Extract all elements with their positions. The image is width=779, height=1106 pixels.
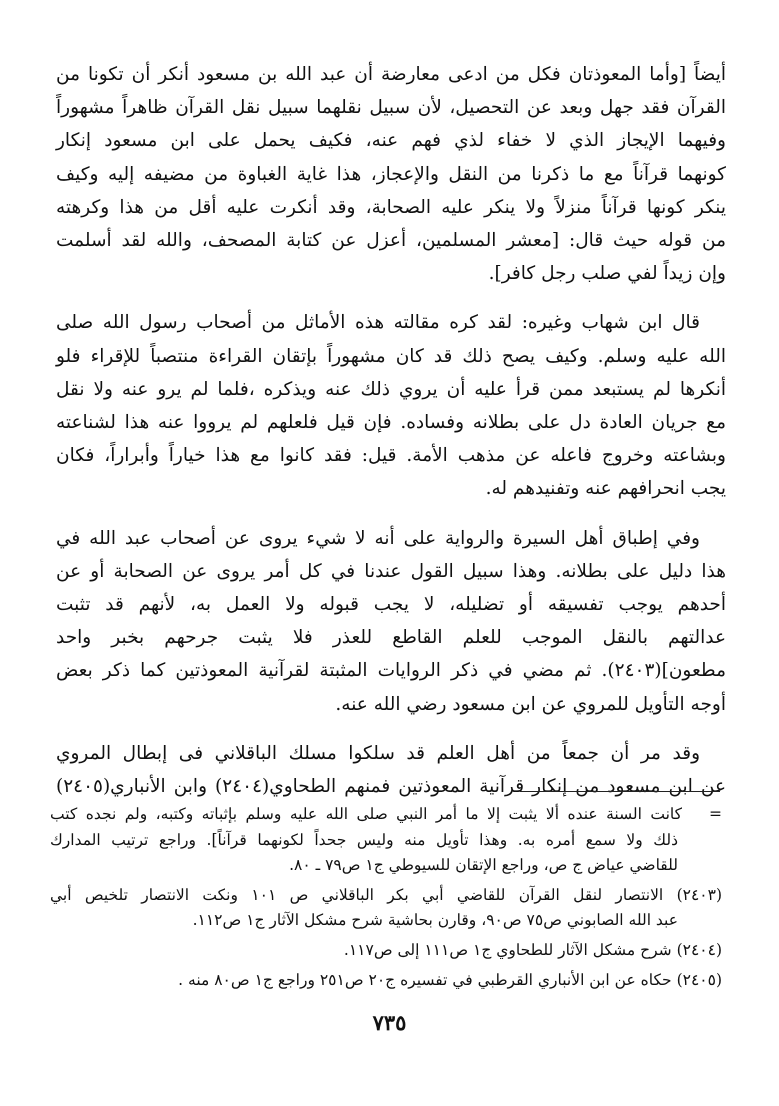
text-line: أيضاً [وأما المعوذتان فكل من ادعى معارضة أن عبد الله بن مسعود أنكر أن تكونا من [56, 64, 726, 85]
text-line: كونهما قرآناً مع ما ذكرنا من النقل والإعجاز، هذا غاية الغباوة من مضيفه إليه وكيف [56, 163, 726, 185]
text-line: من قوله حيث قال: [معشر المسلمين، أعزل عن كتابة المصحف، والله لقد أسلمت [56, 230, 726, 252]
footnote-line: ذلك ولا سمع أمره به. وهذا تأويل منه وليس جحداً لكونهما قرآناً]. وراجع ترتيب المدارك [50, 830, 678, 849]
footnote [50, 802, 722, 879]
footnote-separator [520, 791, 720, 792]
text-line: وبشاعته وخروج فاعله عن مذهب الأمة. قيل: فقد كانوا مع هذا خياراً وأبراراً، فكان [56, 445, 726, 467]
footnote-marker: (٢٤٠٥) [676, 970, 722, 989]
footnote-text: شرح مشكل الآثار للطحاوي ج١ ص١١١ إلى ص١١٧. [343, 940, 672, 959]
footnote [50, 938, 722, 964]
text-line: مع جريان العادة دل على بطلانه وفساده. فإن قيل فلعلهم لم يرووا عنه هذا لشناعته [56, 412, 726, 434]
paragraph [56, 522, 726, 721]
text-line: الله عليه وسلم. وكيف يصح ذلك قد كان مشهوراً بإتقان القراءة منتصباً للإقراء فلو [56, 345, 726, 367]
text-line: وفي إطباق أهل السيرة والرواية على أنه لا شيء يروى عن أصحاب عبد الله في [56, 527, 700, 549]
footnote-line [50, 883, 722, 909]
text-line: وإن زيداً لفي صلب رجل كافر]. [488, 263, 726, 285]
footnote-line: للقاضي عياض ج ص، وراجع الإتقان للسيوطي ج١ ص٧٩ ـ ٨٠. [289, 856, 678, 875]
text-line: هذا دليل على بطلانه. وهذا سبيل القول عندنا في كل أمر يروى عن الصحابة أو عن [56, 560, 726, 582]
footnotes [50, 802, 722, 997]
paragraph [56, 306, 726, 505]
paragraph [56, 58, 726, 290]
paragraph [56, 737, 726, 803]
text-line: عدالتهم بالنقل الموجب للعلم القاطع للعذر فلا يثبت جرحهم بخبر واحد [56, 627, 726, 649]
footnote-text: الانتصار لنقل القرآن للقاضي أبي بكر الباقلاني ص ١٠١ ونكت الانتصار تلخيص أبي [50, 885, 664, 904]
footnote [50, 968, 722, 994]
footnote [50, 883, 722, 934]
footnote-marker: (٢٤٠٣) [676, 885, 722, 904]
text-line: وفيهما الإيجاز الذي لا خفاء لذي فهم عنه، فكيف يحمل على ابن مسعود إنكار [56, 130, 726, 152]
footnote-text: كانت السنة عنده ألا يثبت إلا ما أمر النبي صلى الله عليه وسلم بإثباته وكتبه، ولم نجده كتب [50, 805, 682, 823]
footnote-line [50, 802, 722, 828]
footnote-text: حكاه عن ابن الأنباري القرطبي في تفسيره ج٢٠ ص٢٥١ وراجع ج١ ص٨٠ منه . [178, 970, 672, 989]
text-line: القرآن فقد جهل وبعد عن التحصيل، لأن سبيل نقلهما سبيل نقل القرآن ظاهراً مشهوراً [56, 97, 726, 119]
page-number: ٧٣٥ [372, 1010, 407, 1035]
text-line: ينكر كونها قرآناً منزلاً ولا ينكر عليه الصحابة، وقد أنكرت عليه أقل من هذا وكرهته [56, 196, 726, 218]
text-line: وقد مر أن جمعاً من أهل العلم قد سلكوا مسلك الباقلاني فى إبطال المروي [56, 742, 700, 764]
text-line: يجب انحرافهم عنه وتفنيدهم له. [485, 478, 726, 500]
footnote-line [50, 938, 722, 964]
text-line: أنكرها لم يستبعد ممن قرأ عليه أن يروي ذلك عنه ويذكره ،فلما لم يرو عنه ولا نقل [56, 378, 726, 400]
footnote-marker: = [709, 805, 722, 823]
text-line: مطعون](٢٤٠٣). ثم مضي في ذكر الروايات المثبتة لقرآنية المعوذتين كما ذكر بعض [56, 660, 726, 682]
footnote-marker: (٢٤٠٤) [676, 940, 722, 959]
footnote-line: عبد الله الصابوني ص٧٥ ص٩٠، وقارن بحاشية شرح مشكل الآثار ج١ ص١١٢. [192, 911, 678, 930]
main-text [56, 58, 726, 819]
footnote-line [50, 968, 722, 994]
text-line: قال ابن شهاب وغيره: لقد كره مقالته هذه الأماثل من أصحاب رسول الله صلى [56, 312, 700, 334]
text-line: عن ابن مسعود من إنكار قرآنية المعوذتين فمنهم الطحاوي(٢٤٠٤) وابن الأنباري(٢٤٠٥) [56, 776, 726, 798]
text-line: أوجه التأويل للمروي عن ابن مسعود رضي الله عنه. [335, 693, 726, 715]
text-line: أحدهم يوجب تفسيقه أو تضليله، لا يجب قبوله ولا العمل به، لأنهم قد تثبت [56, 594, 726, 616]
